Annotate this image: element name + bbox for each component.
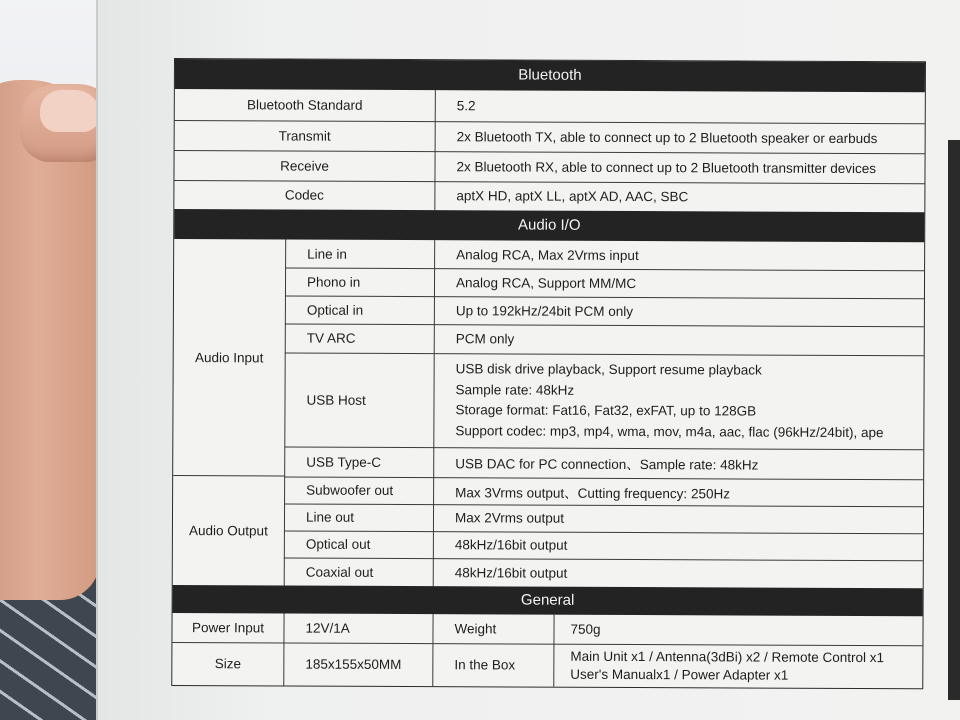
bluetooth-header: Bluetooth: [175, 59, 925, 92]
row-label: Bluetooth Standard: [246, 97, 363, 113]
row-value: 48kHz/16bit output: [454, 537, 568, 553]
value-line: Sample rate: 48kHz: [455, 381, 575, 398]
row-value: 48kHz/16bit output: [454, 564, 568, 581]
row-value: 2x Bluetooth RX, able to connect up to 2 Bluetooth transmitter devices: [456, 158, 877, 176]
table-row: [175, 120, 925, 154]
row-value: 5.2: [456, 98, 476, 114]
table-row: [172, 642, 922, 688]
row-value: Analog RCA, Max 2Vrms input: [456, 246, 639, 263]
value-line: Support codec: mp3, mp4, wma, mov, m4a, aac, flac (96kHz/24bit), ape: [455, 422, 884, 440]
table-row: [284, 476, 923, 507]
row-label: Transmit: [278, 127, 331, 144]
table-row: [284, 557, 923, 588]
spec-table: [171, 58, 926, 689]
row-value: PCM only: [455, 331, 515, 347]
row-label: Optical in: [306, 302, 364, 318]
table-row: [285, 267, 924, 299]
row-label: USB Host: [306, 392, 366, 408]
table-row: [284, 530, 923, 561]
row-label: TV ARC: [306, 330, 356, 346]
size-value: 185x155x50MM: [305, 656, 402, 672]
size-label: Size: [214, 656, 242, 672]
row-value: USB DAC for PC connection、Sample rate: 48kHz: [455, 456, 759, 473]
table-row: [175, 89, 925, 124]
weight-label: Weight: [454, 621, 497, 637]
value-line: USB disk drive playback, Support resume playback: [455, 361, 762, 378]
weight-value: 750g: [570, 621, 601, 637]
row-value-multiline: [455, 353, 884, 449]
table-row: [285, 239, 924, 271]
row-value: Up to 192kHz/24bit PCM only: [455, 302, 634, 319]
row-value: 2x Bluetooth TX, able to connect up to 2 Bluetooth speaker or earbuds: [456, 128, 878, 146]
audio-io-header: Audio I/O: [174, 209, 924, 242]
table-row: [285, 295, 924, 327]
row-label: Optical out: [305, 536, 371, 552]
row-label: Codec: [284, 187, 324, 203]
row-label: USB Type-C: [306, 454, 382, 470]
in-the-box-label: In the Box: [454, 657, 516, 673]
row-value: Analog RCA, Support MM/MC: [455, 274, 637, 291]
power-input-label: Power Input: [191, 620, 265, 636]
table-row: [284, 352, 923, 450]
value-line: Main Unit x1 / Antenna(3dBi) x2 / Remote Control x1: [570, 648, 885, 665]
table-row: [284, 503, 923, 534]
table-row: [285, 323, 924, 356]
row-value: Max 3Vrms output、Cutting frequency: 250Hz: [455, 484, 731, 501]
row-label: Receive: [280, 157, 329, 174]
row-label: Phono in: [306, 274, 361, 290]
row-label: Coaxial out: [305, 564, 374, 580]
general-header: General: [173, 585, 923, 616]
row-value: Max 2Vrms output: [454, 510, 565, 526]
row-label: Line in: [307, 246, 347, 262]
in-the-box-value: [570, 644, 884, 688]
audio-output-group-label: Audio Output: [188, 523, 268, 539]
table-row: [284, 446, 923, 480]
value-line: Storage format: Fat16, Fat32, exFAT, up to 128GB: [455, 402, 757, 419]
box-edge: [948, 140, 960, 700]
row-value: aptX HD, aptX LL, aptX AD, AAC, SBC: [456, 188, 689, 205]
table-row: [172, 613, 922, 646]
row-label: Line out: [305, 509, 355, 525]
power-input-value: 12V/1A: [305, 620, 350, 636]
table-row: [174, 180, 924, 212]
value-line: User's Manualx1 / Power Adapter x1: [570, 666, 789, 683]
thumbnail: [40, 90, 100, 132]
audio-input-group-label: Audio Input: [195, 350, 264, 366]
table-row: [174, 150, 924, 184]
row-label: Subwoofer out: [306, 482, 394, 498]
